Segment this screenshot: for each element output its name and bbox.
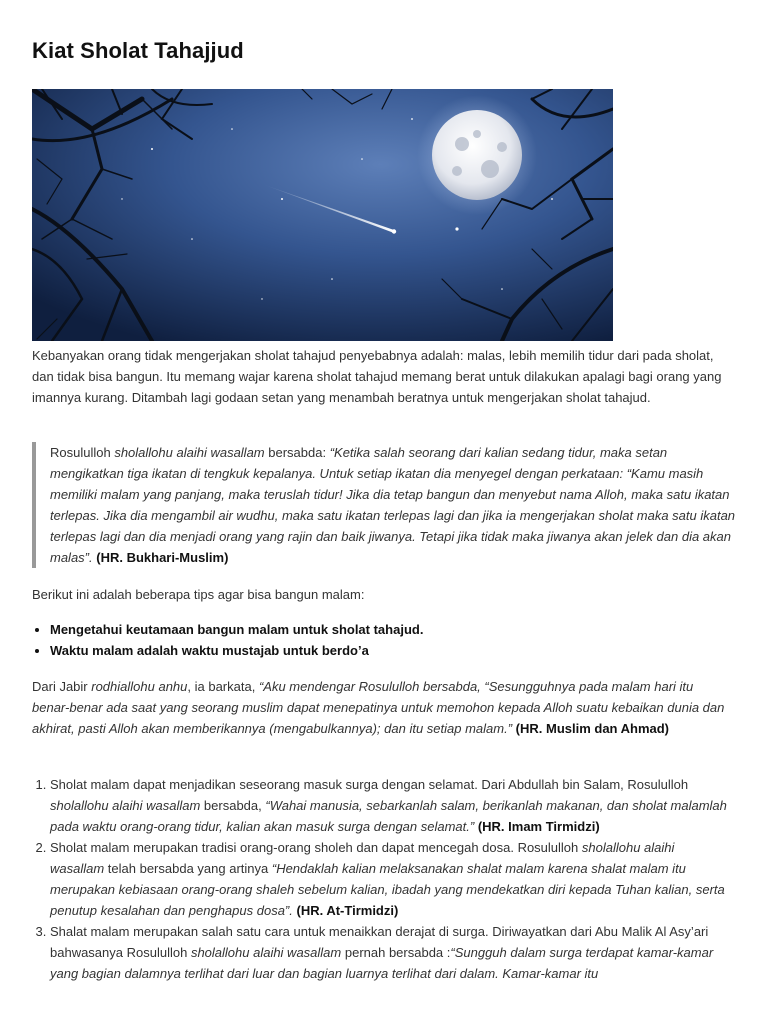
hadith-paragraph <box>32 676 732 739</box>
reason-honorific: sholallohu alaihi wasallam <box>50 798 201 813</box>
reason-honorific: sholallohu alaihi wasallam <box>50 840 675 876</box>
reason-prefix: Sholat malam merupakan tradisi orang-orang sholeh dan dapat mencegah dosa. Rosululloh <box>50 840 582 855</box>
article-title: Kiat Sholat Tahajjud <box>32 38 244 63</box>
hadith-source: (HR. Muslim dan Ahmad) <box>512 721 670 736</box>
intro-paragraph: Kebanyakan orang tidak mengerjakan sholat tahajud penyebabnya adalah: malas, lebih memilih tidur dari pada sholat, dan tidak bisa bangun. Itu memang wajar karena sholat tahajud memang berat untuk dilakukan apalagi bagi orang yang imannya kurang. Ditambah lagi godaan setan yang menambah beratnya untuk mengerjakan sholat tahajud. <box>32 348 722 405</box>
hadith-quote-block <box>32 442 744 568</box>
reason-source: (HR. At-Tirmidzi) <box>292 903 399 918</box>
quote-source: (HR. Bukhari-Muslim) <box>92 550 229 565</box>
tips-list <box>32 619 740 661</box>
quote-mid: bersabda: <box>264 445 330 460</box>
list-item <box>50 921 732 984</box>
list-item <box>50 837 732 921</box>
quote-prefix: Rosululloh <box>50 445 115 460</box>
reason-quote: “Wahai manusia, sebarkanlah salam, berikanlah makanan, dan sholat malamlah pada waktu orang-orang tidur, kalian akan masuk surga dengan selamat.” <box>50 798 727 834</box>
hadith-mid: , ia barkata, <box>187 679 259 694</box>
quote-text: “Ketika salah seorang dari kalian sedang tidur, maka setan mengikatkan tiga ikatan di tengkuk kepalanya. Untuk setiap ikatan dia menyegel dengan perkataan: “Kamu masih memiliki malam yang panjang, maka teruslah tidur! Jika dia tetap bangun dan menyebut nama Alloh, maka satu ikatan terlepas. Jika dia mengambil air wudhu, maka satu ikatan terlepas lagi dan jika ia mengerjakan sholat maka satu ikatan terlepas lagi dan dia menjadi orang yang rajin dan baik jiwanya. Tetapi jika tidak maka jiwanya akan jelek dan dia akan malas”. <box>50 445 736 565</box>
reason-mid: bersabda, <box>200 798 266 813</box>
quote-honorific: sholallohu alaihi wasallam <box>114 445 265 460</box>
reason-mid: telah bersabda yang artinya <box>104 861 272 876</box>
reason-prefix: Sholat malam dapat menjadikan seseorang masuk surga dengan selamat. Dari Abdullah bin Salam, Rosululloh <box>50 777 689 792</box>
reason-prefix: Shalat malam merupakan salah satu cara untuk menaikkan derajat di surga. Diriwayatkan dari Abu Malik Al Asy’ari bahwasanya Rosululloh <box>50 924 709 960</box>
list-item: • Mengetahui keutamaan bangun malam untuk sholat tahajud. <box>50 619 740 640</box>
list-item: • Waktu malam adalah waktu mustajab untuk berdo’a <box>50 640 740 661</box>
tips-intro: Berikut ini adalah beberapa tips agar bisa bangun malam: <box>32 587 365 602</box>
reasons-list <box>32 774 732 984</box>
hadith-honorific: rodhiallohu anhu <box>91 679 188 694</box>
reason-source: (HR. Imam Tirmidzi) <box>474 819 600 834</box>
list-item <box>50 774 732 837</box>
hero-image-night-sky <box>32 89 613 341</box>
reason-quote: “Sungguh dalam surga terdapat kamar-kamar yang bagian dalamnya terlihat dari luar dan bagian luarnya terlihat dari dalam. Kamar-kamar itu <box>50 945 714 981</box>
reason-quote: “Hendaklah kalian melaksanakan shalat malam karena shalat malam itu merupakan kebiasaan orang-orang shaleh sebelum kalian, ibadah yang mendekatkan diri kepada Tuhan kalian, serta penutup kesalahan dan penghapus dosa”. <box>50 861 725 918</box>
reason-mid: pernah bersabda : <box>341 945 451 960</box>
reason-honorific: sholallohu alaihi wasallam <box>190 945 342 960</box>
hadith-prefix: Dari Jabir <box>32 679 92 694</box>
hadith-text: “Aku mendengar Rosululloh bersabda, “Sesungguhnya pada malam hari itu benar-benar ada saat yang seorang muslim dapat menepatinya untuk memohon kepada Alloh suatu kebaikan dunia dan akhirat, pasti Alloh akan memberikannya (mengabulkannya); dan itu setiap malam.” <box>32 679 725 736</box>
